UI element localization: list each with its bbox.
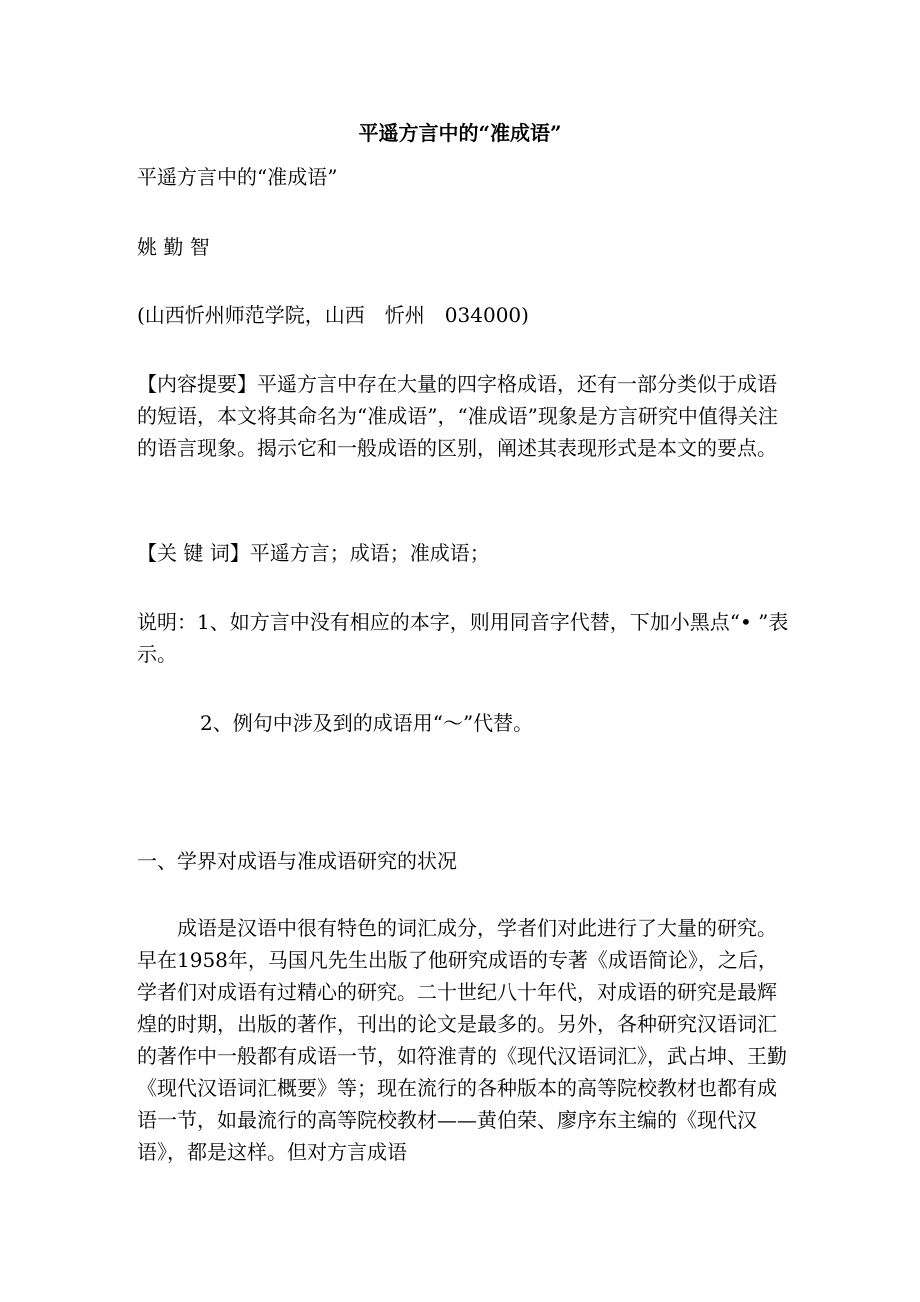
author-name: 姚 勤 智: [137, 235, 210, 259]
section-1-heading: 一、学界对成语与准成语研究的状况: [137, 849, 457, 873]
abstract-paragraph: 【内容提要】平遥方言中存在大量的四字格成语，还有一部分类似于成语的短语，本文将其命名为“准成语”，“准成语”现象是方言研究中值得关注的语言现象。揭示它和一般成语的区别，阐述其表现形式是本文的要点。: [137, 372, 778, 460]
note-1: 说明：1、如方言中没有相应的本字，则用同音字代替，下加小黑点“• ”表示。: [137, 610, 789, 666]
keywords-line: 【关 键 词】平遥方言；成语；准成语；: [137, 541, 490, 565]
document-subtitle: 平遥方言中的“准成语”: [137, 165, 338, 189]
author-affiliation: (山西忻州师范学院，山西 忻州 034000): [137, 303, 529, 327]
section-1-body: 成语是汉语中很有特色的词汇成分，学者们对此进行了大量的研究。早在1958年，马国凡先生出版了他研究成语的专著《成语简论》，之后，学者们对成语有过精心的研究。二十世纪八十年代，对成语的研究是最辉煌的时期，出版的著作，刊出的论文是最多的。另外，各种研究汉语词汇的著作中一般都有成语一节，如符淮青的《现代汉语词汇》，武占坤、王勤《现代汉语词汇概要》等；现在流行的各种版本的高等院校教材也都有成语一节，如最流行的高等院校教材——黄伯荣、廖序东主编的《现代汉语》，都是这样。但对方言成语: [137, 916, 787, 1164]
document-title: 平遥方言中的“准成语”: [358, 121, 562, 145]
note-2: 2、例句中涉及到的成语用“～”代替。: [200, 711, 534, 735]
